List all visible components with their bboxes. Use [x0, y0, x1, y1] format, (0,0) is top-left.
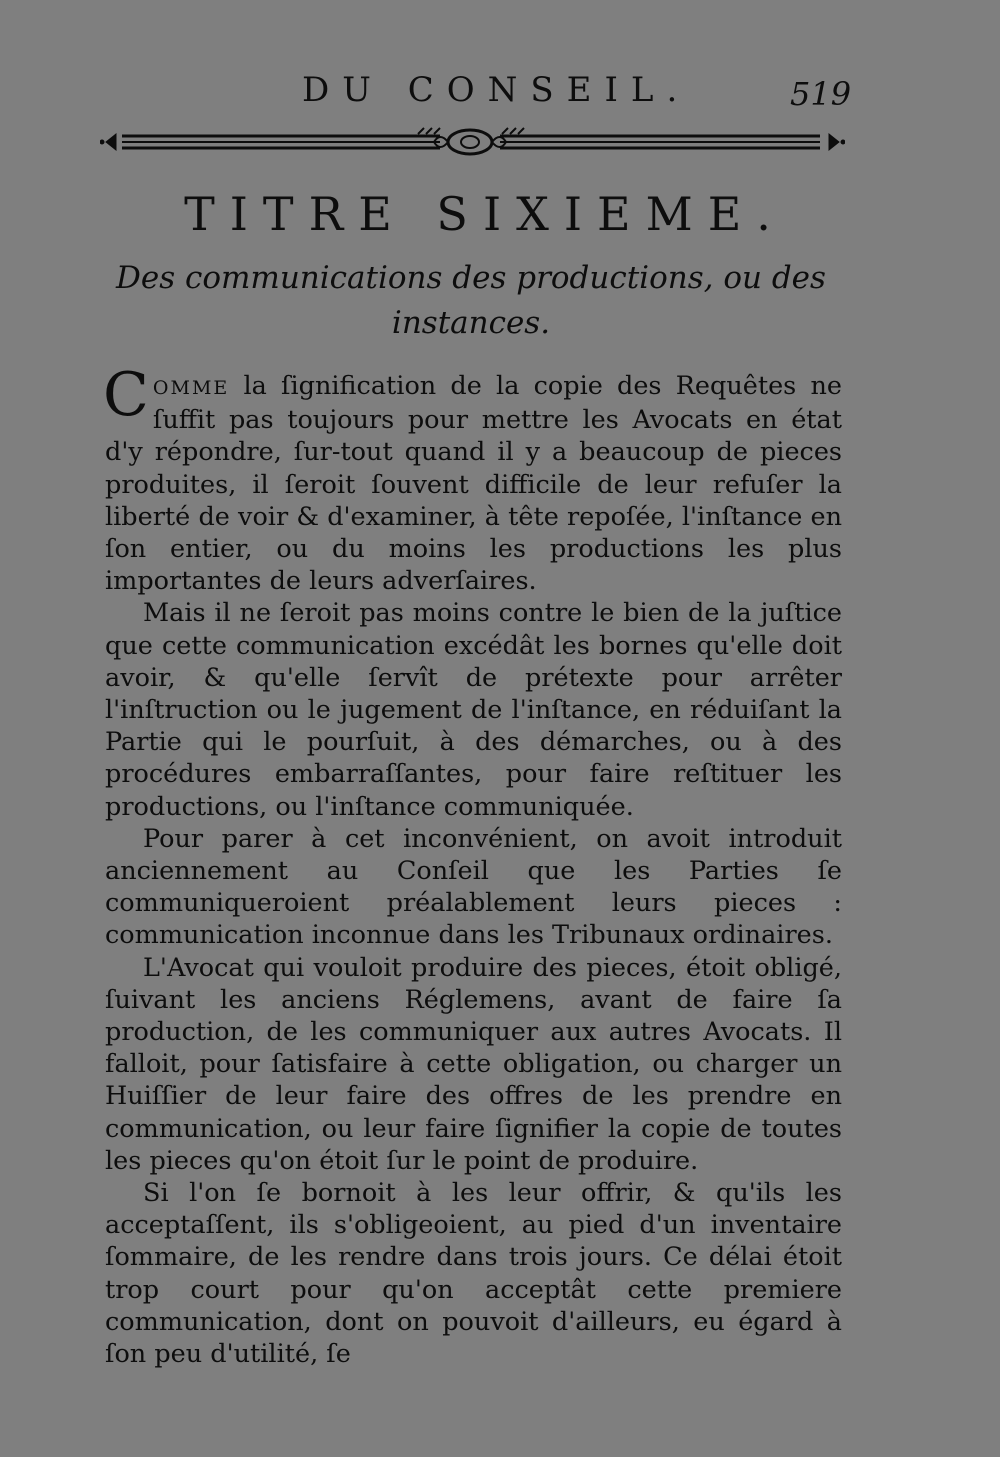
chapter-subtitle: Des communications des productions, ou des instances.: [116, 260, 826, 341]
paragraph: Pour parer à cet inconvénient, on avoit introduit anciennement au Conſeil que les Parties ſe communiqueroient préalablement leurs pieces : communication inconnue dans les Tribunaux ordinaires.: [105, 823, 842, 951]
chapter-title: TITRE SIXIEME.: [184, 187, 786, 241]
paragraph: Si l'on ſe bornoit à les leur offrir, & qu'ils les acceptaſſent, ils s'obligeoient, au pied d'un inventaire ſommaire, de les rendre dans trois jours. Ce délai étoit trop court pour qu'on acceptât cette premiere communication, dont on pouvoit d'ailleurs, eu égard à ſon peu d'utilité, ſe: [105, 1178, 842, 1370]
page-header: [0, 68, 1000, 112]
running-title: DU CONSEIL.: [302, 70, 691, 110]
decorative-rule-ornament-icon: [100, 122, 845, 162]
first-word-smallcaps: OMME: [152, 377, 230, 399]
page-number: 519: [790, 75, 852, 113]
paragraph: L'Avocat qui vouloit produire des pieces, étoit obligé, ſuivant les anciens Réglemens, avant de faire ſa production, de les communiquer aux autres Avocats. Il falloit, pour ſatisfaire à cette obligation, ou charger un Huiſſier de leur faire des offres de les prendre en communication, ou leur faire ſignifier la copie de toutes les pieces qu'on étoit ſur le point de produire.: [105, 952, 842, 1176]
paragraph: COMME la ſignification de la copie des Requêtes ne ſuffit pas toujours pour mettre les Avocats en état d'y répondre, ſur-tout quand il y a beaucoup de pieces produites, il ſeroit ſouvent difficile de leur refuſer la liberté de voir & d'examiner, à tête repoſée, l'inſtance en ſon entier, ou du moins les productions les plus importantes de leurs adverſaires.: [103, 360, 842, 597]
body-text: [103, 360, 842, 1370]
drop-cap: C: [103, 360, 149, 430]
paragraph: Mais il ne ſeroit pas moins contre le bien de la juſtice que cette communication excédât les bornes qu'elle doit avoir, & qu'elle ſervît de prétexte pour arrêter l'inſtruction ou le jugement de l'inſtance, en réduiſant la Partie qui le pourſuit, à des démarches, ou à des procédures embarraſſantes, pour faire reſtituer les productions, ou l'inſtance communiquée.: [105, 598, 842, 822]
